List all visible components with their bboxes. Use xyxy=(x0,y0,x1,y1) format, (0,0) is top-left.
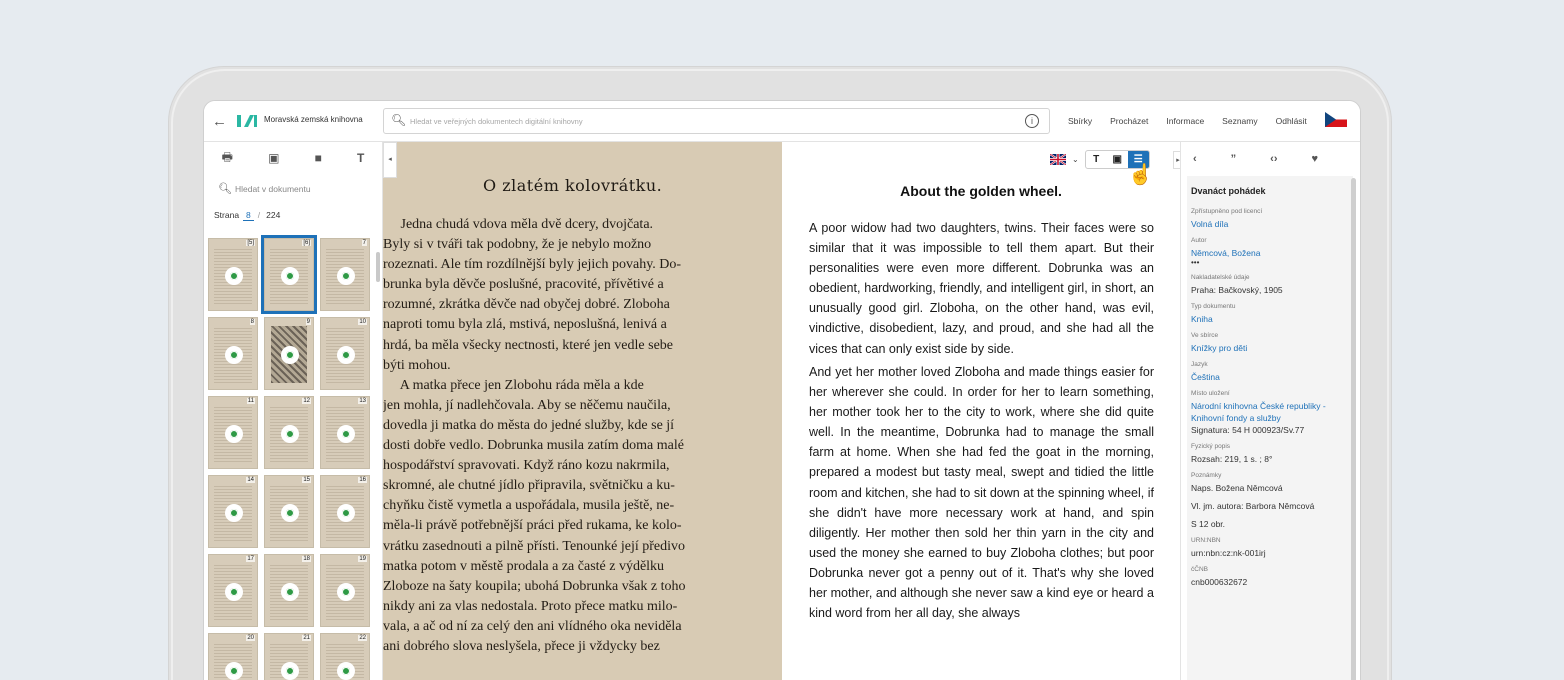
scan-line: vrátku zasednouti a pilně přísti. Tenounké její předivo xyxy=(383,538,686,554)
search-placeholder[interactable]: Hledat ve veřejných dokumentech digitální knihovny xyxy=(410,117,583,126)
scan-line: matka potom v městě prodala a za časté z výdělku xyxy=(383,558,665,574)
thumbnail-page-number: 12 xyxy=(303,398,310,404)
page-thumbnails xyxy=(208,238,370,680)
thumbnail-page-number: 10 xyxy=(359,319,366,325)
page-thumbnail[interactable] xyxy=(264,475,314,548)
eye-icon[interactable] xyxy=(281,662,299,680)
collection-label: Ve sbírce xyxy=(1191,332,1219,339)
scan-line: dovedla ji matka do města do jedné služby, kde se jí xyxy=(383,417,675,433)
translation-paragraph: A poor widow had two daughters, twins. Their faces were so similar that it was impossible to tell them apart. But their personalities were even more different. Dobrunka was an obedient, hardworking, friendly, and intelligent girl, in short, an unusually good girl. Zloboha, on the other hand, was evil, vindictive, disobedient, lazy, and proud, and she had all the vices that can only exist side by side. xyxy=(809,221,1154,356)
language-label: Jazyk xyxy=(1191,361,1208,368)
thumbnail-page-number: 22 xyxy=(359,635,366,641)
search-icon: 🔍︎ xyxy=(391,113,407,127)
publisher-value: Praha: Bačkovský, 1905 xyxy=(1191,285,1283,295)
ccnb-label: čČNB xyxy=(1191,566,1208,573)
eye-icon[interactable] xyxy=(281,583,299,601)
note-value: S 12 obr. xyxy=(1191,519,1226,529)
page-navigator xyxy=(214,210,280,221)
scan-line: býti mohou. xyxy=(383,357,451,373)
eye-icon[interactable] xyxy=(337,504,355,522)
eye-icon[interactable] xyxy=(337,425,355,443)
physical-label: Fyzický popis xyxy=(1191,443,1231,450)
text-view-button[interactable]: T xyxy=(1093,154,1100,165)
eye-icon[interactable] xyxy=(225,267,243,285)
publisher-label: Nakladatelské údaje xyxy=(1191,274,1250,281)
note-value: Naps. Božena Němcová xyxy=(1191,483,1283,493)
scan-line: chyňku čistě vymetla a uspořádala, musila ještě, ne- xyxy=(383,498,675,514)
page-thumbnail[interactable] xyxy=(208,317,258,390)
nav-item-informace[interactable]: Informace xyxy=(1166,116,1205,126)
collapse-right-button[interactable]: ▸ xyxy=(1173,151,1183,169)
nav-item-prochazet[interactable]: Procházet xyxy=(1110,116,1149,126)
nav-item-sbirky[interactable]: Sbírky xyxy=(1068,116,1093,126)
search-icon: 🔍︎ xyxy=(218,183,232,195)
pager-separator: / xyxy=(257,210,261,220)
nav-item-odhlasit[interactable]: Odhlásit xyxy=(1275,116,1307,126)
scan-line: rozeznati. Ale tím rozdílnější byly jejich povahy. Do- xyxy=(383,257,682,273)
license-link[interactable]: Volná díla xyxy=(1191,219,1229,229)
metadata-toolbar xyxy=(1181,142,1360,176)
scan-line: vala, a ač od ní za celý den ani vlídného oka neviděla xyxy=(383,618,682,634)
ccnb-value: cnb000632672 xyxy=(1191,577,1248,587)
scan-line: skromné, ale chutné jídlo připravila, světničku a ku- xyxy=(383,478,675,494)
language-chevron-down-icon[interactable]: ⌄ xyxy=(1072,155,1079,164)
info-icon[interactable]: i xyxy=(1025,114,1039,128)
thumbnail-page-number: [6] xyxy=(303,240,310,246)
thumbnail-page-number: 15 xyxy=(303,477,310,483)
scan-title: O zlatém kolovrátku. xyxy=(483,176,663,195)
scan-line: hrdá, ba měla všecky nectnosti, které jen vedle sebe xyxy=(383,337,673,353)
scan-line: naproti tomu byla zlá, mstivá, neposlušná, lenivá a xyxy=(383,317,667,333)
license-label: Zpřístupněno pod licencí xyxy=(1191,208,1263,215)
thumbnail-page-number: 19 xyxy=(359,556,366,562)
page-thumbnail[interactable] xyxy=(320,554,370,627)
note-value: Vl. jm. autora: Barbora Němcová xyxy=(1191,501,1315,511)
metadata-sidebar xyxy=(1180,142,1360,680)
quote-icon[interactable]: ” xyxy=(1230,153,1237,165)
thumbnail-page-number: [5] xyxy=(247,240,254,246)
eye-icon[interactable] xyxy=(225,346,243,364)
location-label: Místo uložení xyxy=(1191,390,1230,397)
uk-flag-icon[interactable] xyxy=(1050,154,1066,165)
thumbnail-page-number: 18 xyxy=(303,556,310,562)
page-thumbnail[interactable] xyxy=(264,238,314,311)
thumbnail-page-number: 11 xyxy=(247,398,254,404)
language-link[interactable]: Čeština xyxy=(1191,372,1220,382)
eye-icon[interactable] xyxy=(337,267,355,285)
document-search[interactable] xyxy=(218,182,311,195)
location-link[interactable]: Národní knihovna České republiky - Knihovní fondy a služby xyxy=(1191,401,1326,423)
eye-icon[interactable] xyxy=(225,425,243,443)
translation-panel xyxy=(782,142,1180,680)
page-thumbnail[interactable] xyxy=(208,633,258,680)
total-pages: 224 xyxy=(266,210,281,220)
collection-link[interactable]: Knížky pro děti xyxy=(1191,343,1248,353)
doctype-label: Typ dokumentu xyxy=(1191,303,1236,310)
scan-line: Jedna chudá vdova měla dvě dcery, dvojčata. xyxy=(383,217,654,232)
eye-icon[interactable] xyxy=(337,346,355,364)
top-bar xyxy=(204,101,1360,142)
text-icon[interactable]: T xyxy=(357,151,365,165)
code-icon[interactable]: ‹› xyxy=(1270,153,1278,165)
translation-title: About the golden wheel. xyxy=(900,183,1062,199)
pager-label: Strana xyxy=(214,210,240,220)
page-thumbnail[interactable] xyxy=(320,317,370,390)
app-window xyxy=(203,100,1361,680)
nav-item-seznamy[interactable]: Seznamy xyxy=(1222,116,1258,126)
eye-icon[interactable] xyxy=(337,662,355,680)
translation-paragraph: And yet her mother loved Zloboha and made things easier for her wherever she could. In order for her to learn something, her mother took her to the city to work, where she did quite well. In the meantime, Dobrunka had to manage the small farm at home. When she had fed the goat in the morning, prepared a modest but tasty meal, swept and tidied the little room and kitchen, she had to sit down at the spinning wheel, if she didn't have more necessary work at hand, and spin diligently. Her mother then sold her thin yarn in the city and used the money she earned to buy Zloboha clothes; but poor Dobrunka never got a penny out of it. That's why she loved her mother, and although she never saw a kind eye or heard a kind word from her all day, she always xyxy=(809,365,1154,621)
thumbnail-page-number: 14 xyxy=(247,477,254,483)
gallery-icon[interactable]: ▣ xyxy=(268,151,280,165)
more-authors-button[interactable]: ••• xyxy=(1191,258,1200,267)
author-label: Autor xyxy=(1191,237,1207,244)
scan-line: brunka byla děvče poslušné, pracovité, přívětivé a xyxy=(383,277,664,293)
global-search[interactable] xyxy=(383,108,1050,134)
eye-icon[interactable] xyxy=(281,504,299,522)
urn-value: urn:nbn:cz:nk-001irj xyxy=(1191,548,1266,558)
image-icon[interactable]: ■ xyxy=(314,151,322,165)
page-thumbnail[interactable] xyxy=(208,475,258,548)
eye-icon[interactable] xyxy=(337,583,355,601)
scan-line: dosti dobře vedlo. Dobrunka musila zatím doma malé xyxy=(383,438,684,454)
thumbnail-scrollbar[interactable] xyxy=(376,252,380,282)
page-thumbnail[interactable] xyxy=(208,238,258,311)
page-scan xyxy=(383,142,782,680)
eye-icon[interactable] xyxy=(225,504,243,522)
page-thumbnail[interactable] xyxy=(320,238,370,311)
doctype-link[interactable]: Kniha xyxy=(1191,314,1213,324)
document-search-placeholder[interactable]: Hledat v dokumentu xyxy=(234,184,311,194)
signature-value: Signatura: 54 H 000923/Sv.77 xyxy=(1191,425,1305,435)
page-thumbnail[interactable] xyxy=(264,554,314,627)
heart-icon[interactable]: ♥ xyxy=(1311,153,1319,165)
thumbnail-page-number: 17 xyxy=(247,556,254,562)
back-arrow-icon[interactable]: ← xyxy=(212,113,227,130)
hand-cursor-icon: ☝ xyxy=(1128,164,1153,186)
czech-flag-icon[interactable] xyxy=(1325,112,1347,127)
image-view-button[interactable]: ▣ xyxy=(1112,154,1122,165)
scan-line: hospodářství spravovati. Když ráno kozu nakrmila, xyxy=(383,458,670,474)
metadata-scrollbar[interactable] xyxy=(1351,178,1356,680)
thumbnail-page-number: 21 xyxy=(303,635,310,641)
scan-text xyxy=(383,215,782,657)
split-view-button[interactable]: ☰ xyxy=(1128,151,1149,169)
author-link[interactable]: Němcová, Božena xyxy=(1191,248,1261,258)
scan-line: rozumné, zkrátka děvče nad obyčej dobré. Zloboha xyxy=(383,297,670,313)
collapse-left-button[interactable]: ◂ xyxy=(383,142,397,178)
left-sidebar xyxy=(204,142,383,680)
urn-label: URN:NBN xyxy=(1191,537,1221,544)
page-thumbnail[interactable] xyxy=(264,317,314,390)
page-thumbnail[interactable] xyxy=(264,396,314,469)
thumbnail-page-number: 8 xyxy=(250,319,254,325)
current-page-input[interactable]: 8 xyxy=(243,210,254,221)
thumbnail-page-number: 20 xyxy=(247,635,254,641)
page-thumbnail[interactable] xyxy=(320,475,370,548)
scan-line: A matka přece jen Zlobohu ráda měla a kde xyxy=(383,377,644,393)
scan-line: nikdy ani za vlas nedostala. Proto přece matku milo- xyxy=(383,598,678,614)
scan-line: Byly si v tváři tak podobny, že je nebylo možno xyxy=(383,237,652,253)
thumbnail-page-number: 7 xyxy=(362,240,366,246)
page-thumbnail[interactable] xyxy=(208,396,258,469)
physical-value: Rozsah: 219, 1 s. ; 8° xyxy=(1191,454,1273,464)
eye-icon[interactable] xyxy=(281,425,299,443)
thumbnail-page-number: 16 xyxy=(359,477,366,483)
library-logo-icon[interactable] xyxy=(236,111,258,131)
page-thumbnail[interactable] xyxy=(320,633,370,680)
metadata-panel xyxy=(1187,176,1353,680)
page-thumbnail[interactable] xyxy=(208,554,258,627)
document-title: Dvanáct pohádek xyxy=(1191,186,1266,196)
scan-line: měla-li právě potřebnější práci před rukama, ke kolo- xyxy=(383,518,682,534)
eye-icon[interactable] xyxy=(281,346,299,364)
eye-icon[interactable] xyxy=(225,662,243,680)
share-icon[interactable]: ‹ xyxy=(1193,153,1197,165)
scan-line: jen mohla, jí nadlehčovala. Aby se něčemu naučila, xyxy=(383,397,671,413)
thumbnail-page-number: 9 xyxy=(306,319,310,325)
page-thumbnail[interactable] xyxy=(320,396,370,469)
page-thumbnail[interactable] xyxy=(264,633,314,680)
document-toolbar xyxy=(204,142,382,174)
library-name[interactable]: Moravská zemská knihovna xyxy=(264,115,363,124)
scan-line: Zloboze na šaty koupila; ubohá Dobrunka však z toho xyxy=(383,578,686,594)
main-nav xyxy=(1068,116,1307,126)
notes-label: Poznámky xyxy=(1191,472,1222,479)
eye-icon[interactable] xyxy=(225,583,243,601)
thumbnail-page-number: 13 xyxy=(359,398,366,404)
print-icon[interactable]: 🖶︎ xyxy=(221,149,233,164)
eye-icon[interactable] xyxy=(281,267,299,285)
scan-line: ani dobrého slova neslyšela, přece ji vždycky bez xyxy=(383,638,660,654)
